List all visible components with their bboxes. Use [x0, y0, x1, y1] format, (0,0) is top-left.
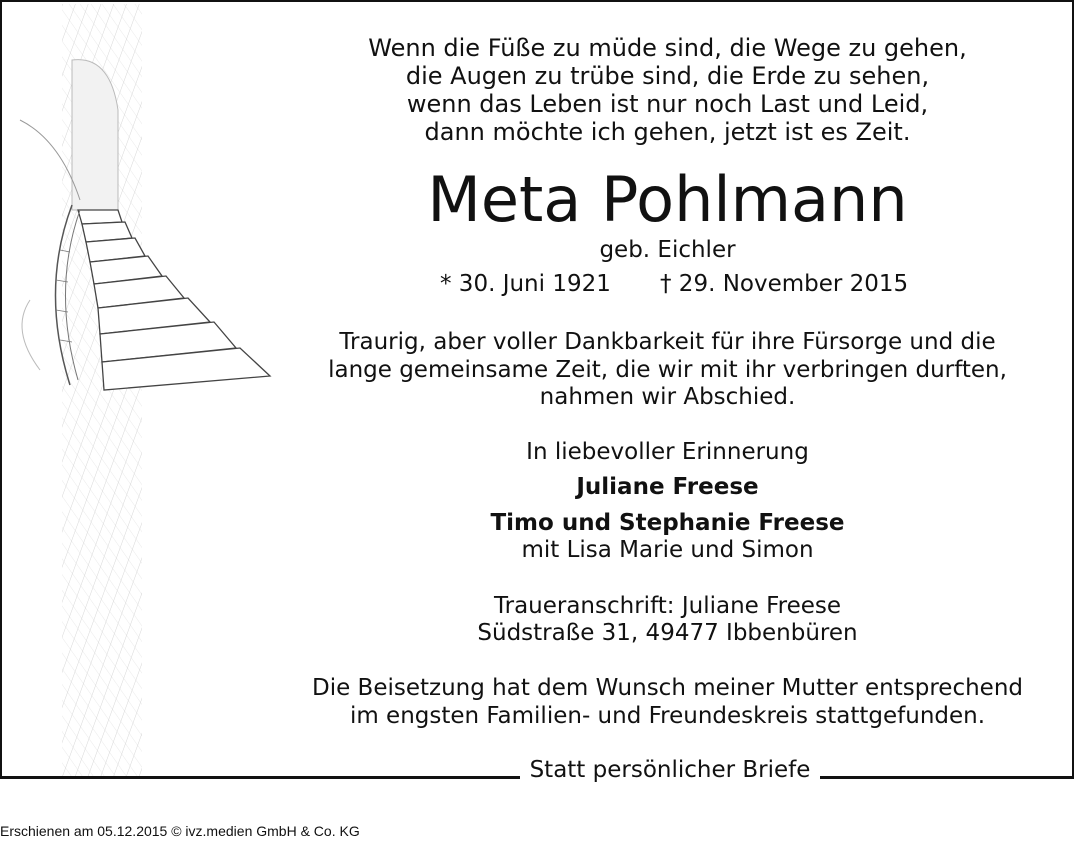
mourner-children: mit Lisa Marie und Simon [521, 537, 814, 563]
deceased-name: Meta Pohlmann [427, 163, 908, 236]
bottom-border-right [820, 776, 1074, 779]
publication-note: Erschienen am 05.12.2015 © ivz.medien GmbH & Co. KG [0, 823, 360, 839]
mourner-name: Juliane Freese [576, 474, 759, 500]
remembrance-intro: In liebevoller Erinnerung [526, 439, 809, 465]
mourner-name: Timo und Stephanie Freese [490, 510, 845, 536]
condolence-street: Südstraße 31, 49477 Ibbenbüren [477, 620, 858, 646]
condolence-address: Traueranschrift: Juliane Freese [493, 593, 842, 619]
bottom-border-left [0, 776, 520, 779]
birth-date: * 30. Juni 1921 [440, 271, 611, 297]
burial-line: Die Beisetzung hat dem Wunsch meiner Mutter entsprechend [311, 675, 1024, 701]
message-line: lange gemeinsame Zeit, die wir mit ihr verbringen durften, [328, 357, 1007, 383]
poem-line: Wenn die Füße zu müde sind, die Wege zu gehen, [368, 34, 967, 62]
message-line: nahmen wir Abschied. [539, 384, 796, 410]
statt-briefe-label: Statt persönlicher Briefe [529, 757, 811, 783]
poem-line: wenn das Leben ist nur noch Last und Leid, [406, 90, 929, 118]
birth-name: geb. Eichler [599, 237, 736, 263]
poem-line: dann möchte ich gehen, jetzt ist es Zeit. [424, 118, 911, 146]
message-line: Traurig, aber voller Dankbarkeit für ihre Fürsorge und die [339, 329, 996, 355]
poem-line: die Augen zu trübe sind, die Erde zu sehen, [405, 62, 930, 90]
death-date: † 29. November 2015 [660, 271, 909, 297]
burial-line: im engsten Familien- und Freundeskreis stattgefunden. [349, 703, 986, 729]
